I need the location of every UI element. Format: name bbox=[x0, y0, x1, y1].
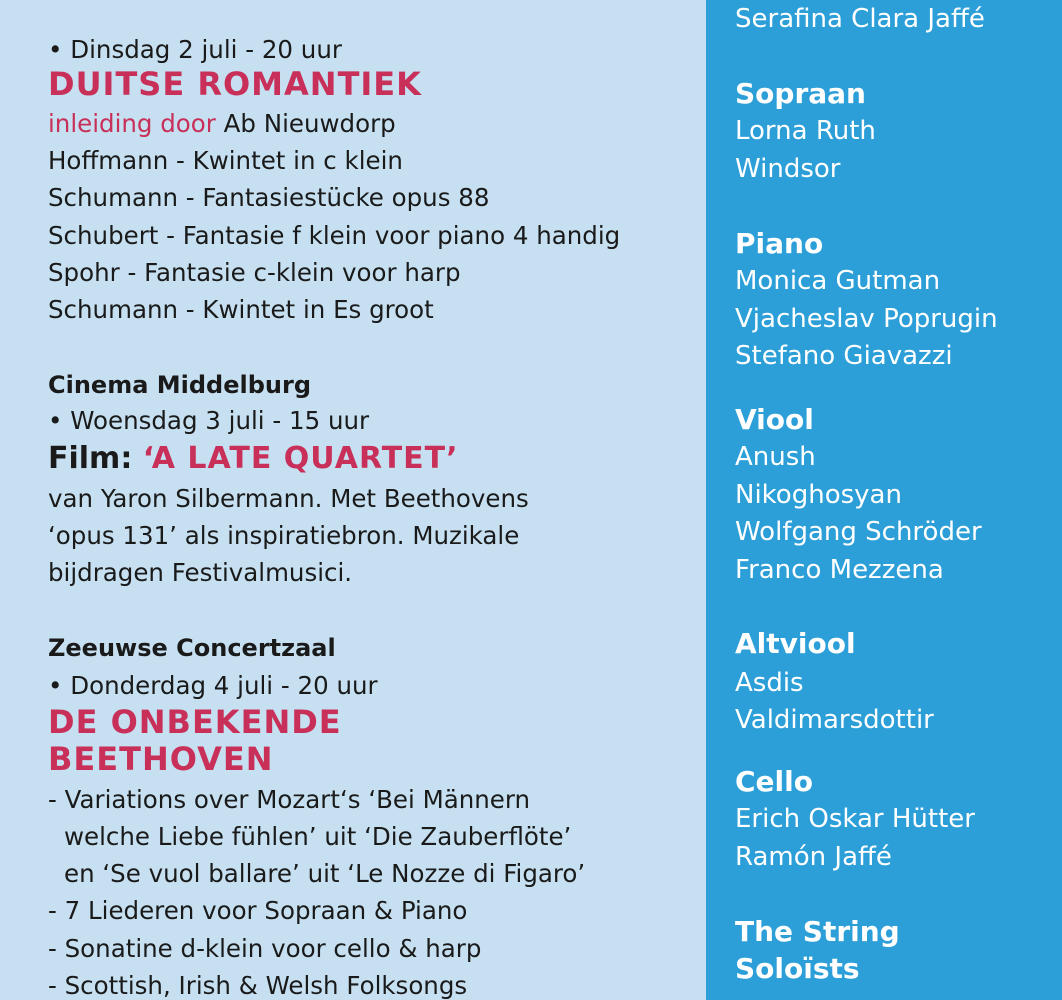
film-heading bbox=[48, 441, 459, 476]
musician-name: Valdimarsdottir bbox=[735, 705, 934, 735]
film-date: • Woensdag 3 juli - 15 uur bbox=[48, 406, 370, 435]
intro-prefix: inleiding door bbox=[48, 109, 216, 138]
section-heading: Piano bbox=[735, 227, 824, 260]
concert-date: • Dinsdag 2 juli - 20 uur bbox=[48, 35, 342, 64]
musician-name: Monica Gutman bbox=[735, 266, 941, 296]
program-item: - 7 Liederen voor Sopraan & Piano bbox=[48, 896, 468, 925]
film-description: ‘opus 131’ als inspiratiebron. Muzikale bbox=[48, 521, 520, 550]
section-heading: Sopraan bbox=[735, 77, 866, 110]
musician-name: Nikoghosyan bbox=[735, 480, 902, 510]
program-item: Schubert - Fantasie f klein voor piano 4 handig bbox=[48, 221, 621, 250]
venue-name: Cinema Middelburg bbox=[48, 371, 312, 399]
musician-name: Windsor bbox=[735, 154, 841, 184]
section-heading: Viool bbox=[735, 403, 814, 436]
intro-line bbox=[48, 109, 396, 138]
program-item: welche Liebe fühlen’ uit ‘Die Zauberflöte’ bbox=[64, 822, 572, 851]
program-item: Schumann - Kwintet in Es groot bbox=[48, 295, 434, 324]
musician-name: Erich Oskar Hütter bbox=[735, 804, 975, 834]
concert-title: DUITSE ROMANTIEK bbox=[48, 65, 422, 103]
program-item: Schumann - Fantasiestücke opus 88 bbox=[48, 183, 490, 212]
program-item: - Scottish, Irish & Welsh Folksongs bbox=[48, 971, 468, 1000]
program-item: Hoffmann - Kwintet in c klein bbox=[48, 146, 403, 175]
musician-name: Vjacheslav Poprugin bbox=[735, 304, 998, 334]
musician-name: Franco Mezzena bbox=[735, 555, 944, 585]
musician-name: Anush bbox=[735, 442, 816, 472]
ensemble-heading: Soloïsts bbox=[735, 952, 860, 985]
section-heading: Cello bbox=[735, 765, 813, 798]
film-prefix: Film: bbox=[48, 441, 133, 476]
musician-name: Stefano Giavazzi bbox=[735, 341, 953, 371]
film-description: van Yaron Silbermann. Met Beethovens bbox=[48, 484, 529, 513]
program-item: - Variations over Mozart‘s ‘Bei Männern bbox=[48, 785, 531, 814]
program-item: - Sonatine d-klein voor cello & harp bbox=[48, 934, 482, 963]
venue-name: Zeeuwse Concertzaal bbox=[48, 634, 336, 662]
concert-title: DE ONBEKENDE bbox=[48, 703, 342, 741]
musician-name: Asdis bbox=[735, 668, 804, 698]
section-heading: Altviool bbox=[735, 627, 856, 660]
musician-name: Wolfgang Schröder bbox=[735, 517, 982, 547]
film-title: ‘A LATE QUARTET’ bbox=[142, 441, 459, 476]
concert-date: • Donderdag 4 juli - 20 uur bbox=[48, 671, 378, 700]
musician-name: Lorna Ruth bbox=[735, 116, 876, 146]
musician-name: Serafina Clara Jaffé bbox=[735, 4, 985, 34]
film-description: bijdragen Festivalmusici. bbox=[48, 558, 353, 587]
musician-name: Ramón Jaffé bbox=[735, 842, 892, 872]
ensemble-heading: The String bbox=[735, 915, 900, 948]
intro-name: Ab Nieuwdorp bbox=[223, 109, 396, 138]
program-item: en ‘Se vuol ballare’ uit ‘Le Nozze di Figaro’ bbox=[64, 859, 586, 888]
program-item: Spohr - Fantasie c-klein voor harp bbox=[48, 258, 461, 287]
concert-title: BEETHOVEN bbox=[48, 740, 274, 778]
